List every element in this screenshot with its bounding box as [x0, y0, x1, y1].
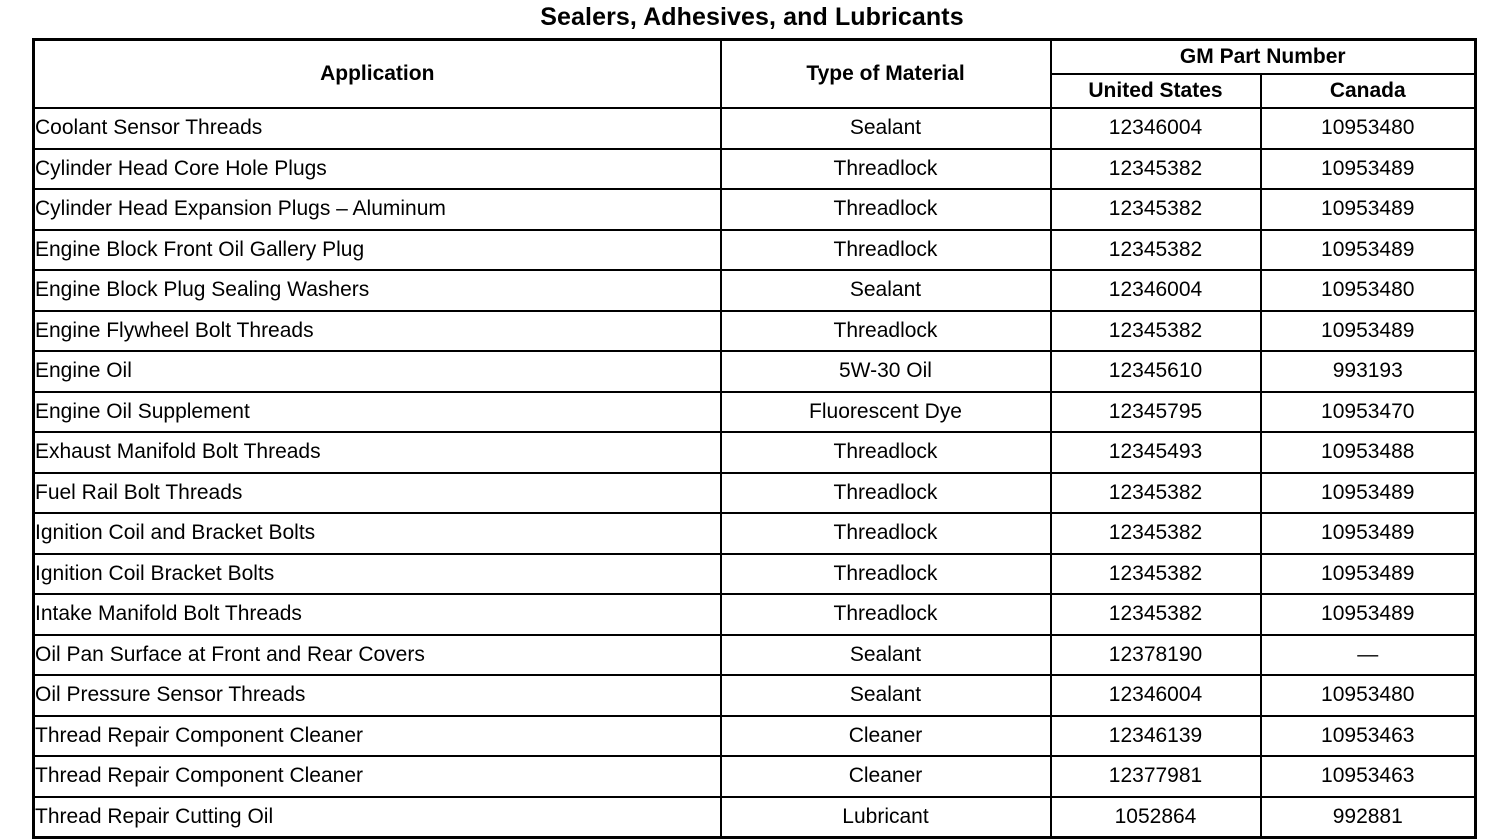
table-row [34, 149, 1476, 190]
cell-part-number-united-states: 12346004 [1051, 270, 1261, 311]
column-header-type-of-material: Type of Material [721, 40, 1051, 109]
table-row [34, 716, 1476, 757]
cell-type-of-material: Threadlock [721, 554, 1051, 595]
table-row [34, 756, 1476, 797]
cell-part-number-united-states: 12345382 [1051, 513, 1261, 554]
cell-application: Fuel Rail Bolt Threads [34, 473, 721, 514]
cell-application: Thread Repair Component Cleaner [34, 716, 721, 757]
cell-part-number-canada: 10953489 [1261, 473, 1476, 514]
cell-type-of-material: Sealant [721, 270, 1051, 311]
cell-application: Cylinder Head Expansion Plugs – Aluminum [34, 189, 721, 230]
cell-part-number-canada: 10953463 [1261, 756, 1476, 797]
cell-part-number-united-states: 12345382 [1051, 473, 1261, 514]
table-row [34, 594, 1476, 635]
table-row [34, 230, 1476, 271]
column-header-gm-part-number: GM Part Number [1051, 40, 1476, 75]
cell-type-of-material: Threadlock [721, 311, 1051, 352]
cell-type-of-material: Threadlock [721, 189, 1051, 230]
cell-part-number-canada: 10953480 [1261, 675, 1476, 716]
cell-type-of-material: 5W-30 Oil [721, 351, 1051, 392]
cell-part-number-united-states: 12378190 [1051, 635, 1261, 676]
cell-part-number-united-states: 12345382 [1051, 230, 1261, 271]
cell-part-number-united-states: 12377981 [1051, 756, 1261, 797]
sealers-adhesives-lubricants-table [32, 38, 1477, 839]
table-row [34, 311, 1476, 352]
column-header-canada: Canada [1261, 74, 1476, 108]
cell-application: Oil Pressure Sensor Threads [34, 675, 721, 716]
table-row [34, 675, 1476, 716]
cell-type-of-material: Fluorescent Dye [721, 392, 1051, 433]
table-row [34, 635, 1476, 676]
cell-application: Engine Flywheel Bolt Threads [34, 311, 721, 352]
cell-application: Ignition Coil and Bracket Bolts [34, 513, 721, 554]
cell-application: Oil Pan Surface at Front and Rear Covers [34, 635, 721, 676]
cell-type-of-material: Threadlock [721, 513, 1051, 554]
cell-part-number-united-states: 12346004 [1051, 675, 1261, 716]
cell-part-number-canada: 10953488 [1261, 432, 1476, 473]
table-row [34, 270, 1476, 311]
cell-part-number-canada: 10953489 [1261, 554, 1476, 595]
cell-type-of-material: Sealant [721, 108, 1051, 149]
table-body [34, 108, 1476, 838]
cell-part-number-canada: 993193 [1261, 351, 1476, 392]
column-header-application: Application [34, 40, 721, 109]
cell-type-of-material: Cleaner [721, 756, 1051, 797]
cell-application: Engine Block Front Oil Gallery Plug [34, 230, 721, 271]
cell-application: Intake Manifold Bolt Threads [34, 594, 721, 635]
cell-part-number-canada: 10953489 [1261, 230, 1476, 271]
cell-part-number-canada: 10953480 [1261, 108, 1476, 149]
table-row [34, 189, 1476, 230]
cell-part-number-canada: 10953489 [1261, 594, 1476, 635]
cell-type-of-material: Threadlock [721, 473, 1051, 514]
cell-type-of-material: Cleaner [721, 716, 1051, 757]
table-header [34, 40, 1476, 109]
cell-part-number-canada: 992881 [1261, 797, 1476, 838]
cell-part-number-united-states: 12345382 [1051, 149, 1261, 190]
cell-type-of-material: Threadlock [721, 594, 1051, 635]
cell-part-number-canada: 10953489 [1261, 149, 1476, 190]
cell-application: Engine Oil Supplement [34, 392, 721, 433]
cell-application: Thread Repair Component Cleaner [34, 756, 721, 797]
cell-part-number-united-states: 1052864 [1051, 797, 1261, 838]
cell-part-number-canada: 10953480 [1261, 270, 1476, 311]
cell-part-number-united-states: 12345382 [1051, 554, 1261, 595]
cell-part-number-canada: 10953489 [1261, 311, 1476, 352]
cell-application: Thread Repair Cutting Oil [34, 797, 721, 838]
cell-part-number-united-states: 12345382 [1051, 189, 1261, 230]
cell-type-of-material: Threadlock [721, 230, 1051, 271]
table-row [34, 351, 1476, 392]
cell-type-of-material: Sealant [721, 635, 1051, 676]
cell-part-number-canada: 10953489 [1261, 513, 1476, 554]
cell-type-of-material: Threadlock [721, 432, 1051, 473]
cell-application: Cylinder Head Core Hole Plugs [34, 149, 721, 190]
cell-part-number-canada: 10953463 [1261, 716, 1476, 757]
cell-part-number-united-states: 12345382 [1051, 311, 1261, 352]
cell-application: Engine Block Plug Sealing Washers [34, 270, 721, 311]
cell-type-of-material: Threadlock [721, 149, 1051, 190]
cell-type-of-material: Lubricant [721, 797, 1051, 838]
cell-application: Exhaust Manifold Bolt Threads [34, 432, 721, 473]
cell-type-of-material: Sealant [721, 675, 1051, 716]
cell-application: Coolant Sensor Threads [34, 108, 721, 149]
cell-application: Ignition Coil Bracket Bolts [34, 554, 721, 595]
cell-part-number-canada: 10953470 [1261, 392, 1476, 433]
table-row [34, 554, 1476, 595]
cell-part-number-united-states: 12345382 [1051, 594, 1261, 635]
table-row [34, 513, 1476, 554]
table-row [34, 392, 1476, 433]
cell-part-number-united-states: 12346004 [1051, 108, 1261, 149]
cell-part-number-canada: — [1261, 635, 1476, 676]
cell-part-number-united-states: 12345795 [1051, 392, 1261, 433]
table-row [34, 797, 1476, 838]
page-title: Sealers, Adhesives, and Lubricants [540, 3, 964, 31]
table-row [34, 473, 1476, 514]
cell-part-number-united-states: 12346139 [1051, 716, 1261, 757]
cell-part-number-united-states: 12345610 [1051, 351, 1261, 392]
cell-application: Engine Oil [34, 351, 721, 392]
table-container [32, 38, 1474, 839]
table-row [34, 108, 1476, 149]
table-header-row-top [34, 40, 1476, 75]
cell-part-number-united-states: 12345493 [1051, 432, 1261, 473]
cell-part-number-canada: 10953489 [1261, 189, 1476, 230]
column-header-united-states: United States [1051, 74, 1261, 108]
table-row [34, 432, 1476, 473]
